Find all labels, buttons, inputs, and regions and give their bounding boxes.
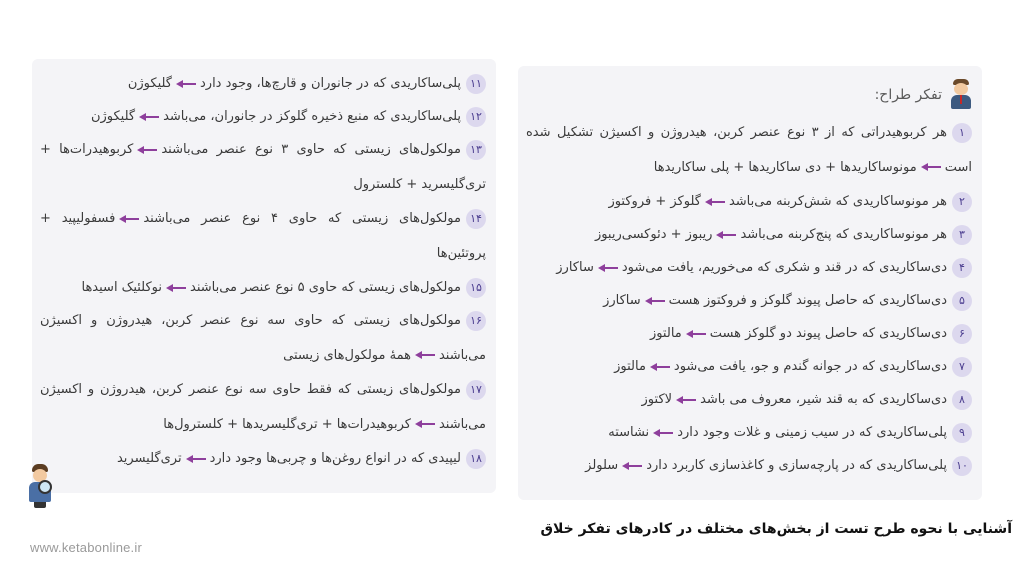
item-answer: کربوهیدرات‌ها + تری‌گلیسریدها + کلسترول‌ها [163, 416, 411, 432]
arrow-left-icon [622, 462, 642, 470]
item-number-badge: ۹ [952, 423, 972, 443]
list-item [526, 218, 972, 251]
item-number-badge: ۳ [952, 225, 972, 245]
panel-header [526, 74, 972, 116]
item-number-badge: ۸ [952, 390, 972, 410]
arrow-left-icon [119, 215, 139, 223]
right-item-list [526, 116, 972, 482]
item-statement: دی‌ساکاریدی که حاصل پیوند گلوکز و فروکتوز هست [668, 293, 947, 308]
item-number-badge: ۱ [952, 123, 972, 143]
item-answer: نشاسته [608, 425, 650, 440]
item-answer: گلیکوژن [127, 76, 172, 91]
item-statement: لیپیدی که در انواع روغن‌ها و چربی‌ها وجود دارد [209, 451, 461, 466]
arrow-left-icon [921, 163, 941, 171]
item-statement: هر مونوساکاریدی که پنج‌کربنه می‌باشد [740, 227, 947, 242]
list-item [526, 449, 972, 482]
list-item [526, 317, 972, 350]
item-statement: دی‌ساکاریدی که در قند و شکری که می‌خوریم، یافت می‌شود [621, 260, 947, 275]
item-number-badge: ۶ [952, 324, 972, 344]
item-statement: هر مونوساکاریدی که شش‌کربنه می‌باشد [728, 194, 947, 209]
item-answer: گلوکز + فروکتوز [608, 194, 701, 209]
detective-icon [26, 464, 54, 508]
item-answer: ساکارز [556, 260, 594, 275]
item-number-badge: ۱۵ [466, 278, 486, 298]
item-number-badge: ۱۰ [952, 456, 972, 476]
list-item [526, 116, 972, 185]
arrow-left-icon [186, 455, 206, 463]
website-url: www.ketabonline.ir [30, 540, 142, 555]
item-number-badge: ۱۱ [466, 74, 486, 94]
list-item [526, 350, 972, 383]
item-answer: نوکلئیک اسیدها [81, 280, 162, 295]
list-item [40, 202, 486, 271]
arrow-left-icon [653, 429, 673, 437]
item-statement: دی‌ساکاریدی که حاصل پیوند دو گلوکز هست [709, 326, 947, 341]
panel-title: تفکر طراح: [874, 87, 942, 103]
item-statement: پلی‌ساکاریدی که در جانوران و قارچ‌ها، وجود دارد [200, 76, 461, 91]
item-number-badge: ۱۴ [466, 209, 486, 229]
list-item [526, 383, 972, 416]
item-answer: مالتوز [649, 326, 682, 341]
continued-panel [32, 59, 496, 493]
list-item [526, 416, 972, 449]
item-number-badge: ۱۲ [466, 107, 486, 127]
list-item [40, 67, 486, 100]
list-item [40, 304, 486, 373]
arrow-left-icon [176, 80, 196, 88]
list-item [40, 271, 486, 304]
item-statement: مولکول‌های زیستی که حاوی ۴ نوع عنصر می‌باشند [143, 211, 461, 226]
list-item [40, 133, 486, 202]
arrow-left-icon [716, 231, 736, 239]
thinker-icon [950, 79, 972, 111]
arrow-left-icon [139, 113, 159, 121]
arrow-left-icon [415, 351, 435, 359]
arrow-left-icon [686, 330, 706, 338]
item-answer: ریبوز + دئوکسی‌ریبوز [594, 227, 713, 242]
list-item [40, 442, 486, 475]
item-statement: پلی‌ساکاریدی که در سیب زمینی و غلات وجود دارد [677, 425, 947, 440]
left-item-list [40, 67, 486, 475]
list-item [526, 284, 972, 317]
arrow-left-icon [645, 297, 665, 305]
item-answer: ساکارز [603, 293, 641, 308]
item-statement: پلی‌ساکاریدی که منبع ذخیره گلوکز در جانوران، می‌باشد [163, 109, 461, 124]
arrow-left-icon [166, 284, 186, 292]
item-answer: کربوهیدرات‌ها + تری‌گلیسرید + کلسترول [40, 142, 486, 192]
item-statement: مولکول‌های زیستی که حاوی ۵ نوع عنصر می‌باشند [190, 280, 461, 295]
list-item [40, 373, 486, 442]
list-item [526, 251, 972, 284]
item-number-badge: ۱۳ [466, 140, 486, 160]
arrow-left-icon [598, 264, 618, 272]
item-number-badge: ۱۶ [466, 311, 486, 331]
item-statement: مولکول‌های زیستی که حاوی ۳ نوع عنصر می‌باشند [161, 142, 461, 157]
item-answer: سلولز [585, 458, 619, 473]
item-answer: همهٔ مولکول‌های زیستی [283, 347, 411, 363]
arrow-left-icon [137, 146, 157, 154]
arrow-left-icon [650, 363, 670, 371]
item-answer: مونوساکاریدها + دی ساکاریدها + پلی ساکاریدها [653, 159, 917, 175]
item-statement: مولکول‌های زیستی که فقط حاوی سه نوع عنصر کربن، هیدروژن و اکسیژن می‌باشند [40, 382, 486, 432]
item-statement: دی‌ساکاریدی که در جوانه گندم و جو، یافت می‌شود [673, 359, 947, 374]
item-number-badge: ۱۸ [466, 449, 486, 469]
item-answer: گلیکوژن [90, 109, 136, 124]
item-statement: مولکول‌های زیستی که حاوی سه نوع عنصر کربن، هیدروژن و اکسیژن می‌باشند [40, 313, 486, 363]
item-answer: لاکتوز [641, 392, 673, 407]
designer-thinking-panel [518, 66, 982, 500]
item-number-badge: ۴ [952, 258, 972, 278]
item-statement: هر کربوهیدراتی که از ۳ نوع عنصر کربن، هیدروژن و اکسیژن تشکیل شده است [526, 125, 972, 175]
item-number-badge: ۲ [952, 192, 972, 212]
item-statement: دی‌ساکاریدی که به قند شیر، معروف می باشد [700, 392, 947, 407]
item-number-badge: ۷ [952, 357, 972, 377]
arrow-left-icon [415, 420, 435, 428]
item-number-badge: ۱۷ [466, 380, 486, 400]
item-answer: مالتوز [614, 359, 646, 374]
item-answer: فسفولیپید + پروتئین‌ها [40, 211, 486, 261]
arrow-left-icon [705, 198, 725, 206]
arrow-left-icon [676, 396, 696, 404]
list-item [40, 100, 486, 133]
item-statement: پلی‌ساکاریدی که در پارچه‌سازی و کاغذسازی کاربرد دارد [646, 458, 947, 473]
item-number-badge: ۵ [952, 291, 972, 311]
list-item [526, 185, 972, 218]
slide-caption: آشنایی با نحوه طرح تست از بخش‌های مختلف در کادرهای تفکر خلاق [540, 521, 1012, 537]
item-answer: تری‌گلیسرید [116, 451, 182, 466]
